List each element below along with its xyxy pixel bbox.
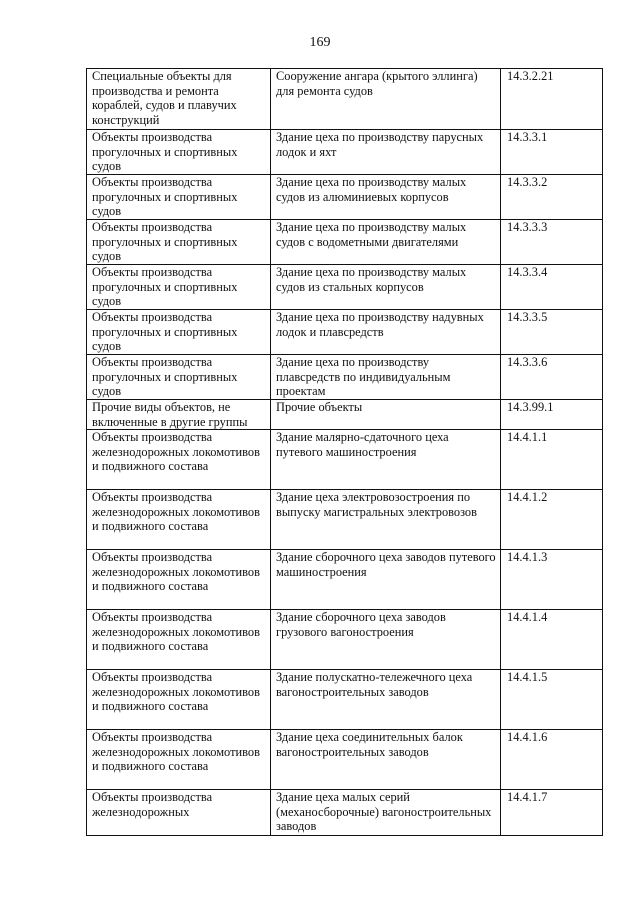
cell-code: 14.4.1.4: [501, 610, 603, 670]
cell-code: 14.3.3.4: [501, 265, 603, 310]
cell-object-name: Здание цеха по производству надувных лодок и плавсредств: [271, 310, 501, 355]
cell-code: 14.4.1.2: [501, 490, 603, 550]
cell-object-name: Сооружение ангара (крытого эллинга) для ремонта судов: [271, 69, 501, 130]
table-row: [87, 175, 603, 220]
cell-group: Объекты производства железнодорожных локомотивов и подвижного состава: [87, 430, 271, 490]
cell-object-name: Прочие объекты: [271, 400, 501, 430]
table-body: [87, 69, 603, 836]
table-row: [87, 730, 603, 790]
cell-group: Объекты производства прогулочных и спортивных судов: [87, 130, 271, 175]
cell-group: Объекты производства прогулочных и спортивных судов: [87, 220, 271, 265]
cell-code: 14.4.1.7: [501, 790, 603, 836]
cell-code: 14.3.3.1: [501, 130, 603, 175]
table-row: [87, 130, 603, 175]
cell-group: Объекты производства железнодорожных локомотивов и подвижного состава: [87, 730, 271, 790]
cell-code: 14.3.3.6: [501, 355, 603, 400]
cell-group: Объекты производства прогулочных и спортивных судов: [87, 310, 271, 355]
cell-code: 14.4.1.5: [501, 670, 603, 730]
page-number: 169: [309, 35, 331, 50]
cell-group: Объекты производства железнодорожных локомотивов и подвижного состава: [87, 610, 271, 670]
cell-code: 14.3.99.1: [501, 400, 603, 430]
cell-object-name: Здание цеха электровозостроения по выпуску магистральных электровозов: [271, 490, 501, 550]
table-row: [87, 790, 603, 836]
cell-object-name: Здание цеха по производству парусных лодок и яхт: [271, 130, 501, 175]
table-row: [87, 670, 603, 730]
cell-object-name: Здание цеха соединительных балок вагоностроительных заводов: [271, 730, 501, 790]
cell-code: 14.3.3.3: [501, 220, 603, 265]
cell-code: 14.3.3.2: [501, 175, 603, 220]
cell-code: 14.4.1.6: [501, 730, 603, 790]
cell-group: Объекты производства железнодорожных локомотивов и подвижного состава: [87, 490, 271, 550]
table-row: [87, 430, 603, 490]
cell-code: 14.3.3.5: [501, 310, 603, 355]
cell-object-name: Здание цеха малых серий (механосборочные) вагоностроительных заводов: [271, 790, 501, 836]
table-row: [87, 265, 603, 310]
table-row: [87, 220, 603, 265]
cell-group: Объекты производства железнодорожных: [87, 790, 271, 836]
cell-object-name: Здание цеха по производству плавсредств по индивидуальным проектам: [271, 355, 501, 400]
cell-code: 14.3.2.21: [501, 69, 603, 130]
cell-group: Объекты производства железнодорожных локомотивов и подвижного состава: [87, 670, 271, 730]
cell-group: Специальные объекты для производства и ремонта кораблей, судов и плавучих конструкций: [87, 69, 271, 130]
table-row: [87, 69, 603, 130]
cell-object-name: Здание сборочного цеха заводов грузового вагоностроения: [271, 610, 501, 670]
table-row: [87, 610, 603, 670]
cell-group: Объекты производства прогулочных и спортивных судов: [87, 265, 271, 310]
cell-group: Объекты производства прогулочных и спортивных судов: [87, 175, 271, 220]
cell-code: 14.4.1.3: [501, 550, 603, 610]
table-row: [87, 550, 603, 610]
classification-table: [86, 68, 603, 836]
cell-object-name: Здание цеха по производству малых судов из стальных корпусов: [271, 265, 501, 310]
table-row: [87, 400, 603, 430]
table-row: [87, 310, 603, 355]
cell-object-name: Здание полускатно-тележечного цеха вагоностроительных заводов: [271, 670, 501, 730]
cell-code: 14.4.1.1: [501, 430, 603, 490]
cell-object-name: Здание малярно-сдаточного цеха путевого машиностроения: [271, 430, 501, 490]
table-row: [87, 355, 603, 400]
cell-group: Прочие виды объектов, не включенные в другие группы: [87, 400, 271, 430]
table-row: [87, 490, 603, 550]
cell-group: Объекты производства прогулочных и спортивных судов: [87, 355, 271, 400]
cell-group: Объекты производства железнодорожных локомотивов и подвижного состава: [87, 550, 271, 610]
cell-object-name: Здание цеха по производству малых судов из алюминиевых корпусов: [271, 175, 501, 220]
cell-object-name: Здание цеха по производству малых судов с водометными двигателями: [271, 220, 501, 265]
cell-object-name: Здание сборочного цеха заводов путевого машиностроения: [271, 550, 501, 610]
